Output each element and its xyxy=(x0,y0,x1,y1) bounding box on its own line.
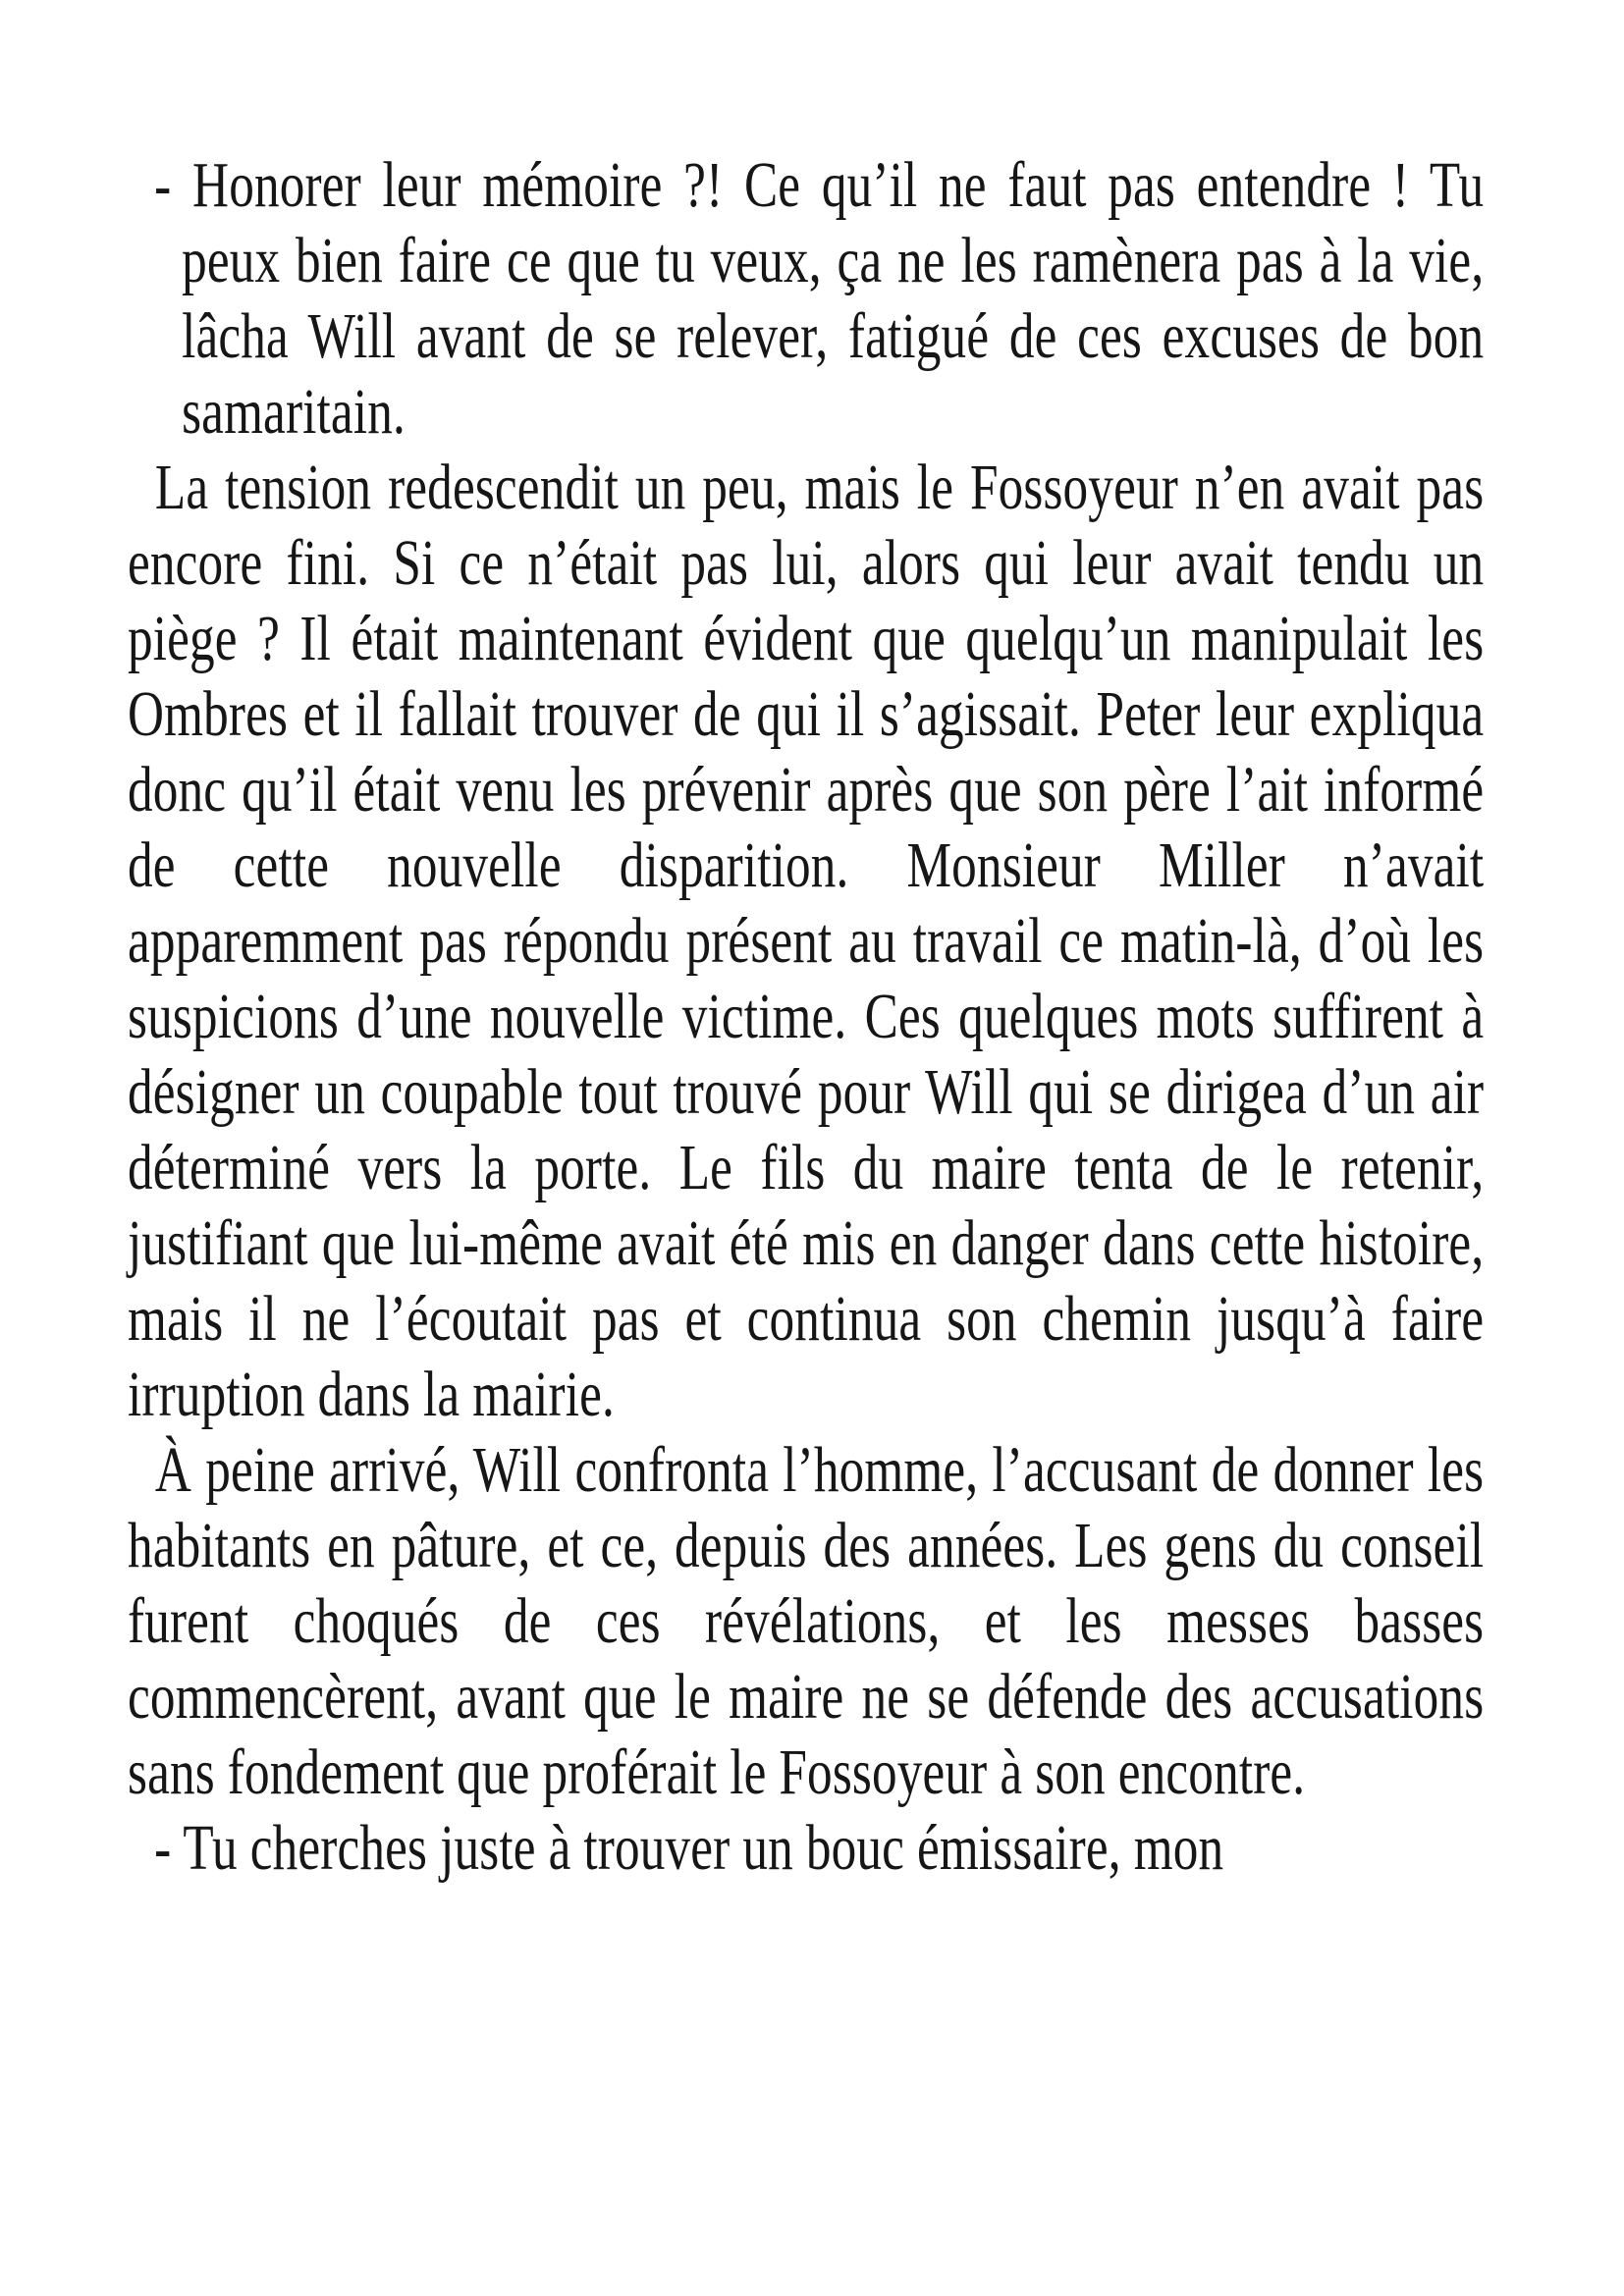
paragraph: La tension redescendit un peu, mais le Fossoyeur n’en avait pas encore fini. Si ce n’était pas lui, alors qui leur avait tendu un piège ? Il était maintenant évident que quelqu’un manipulait les Ombres et il fallait trouver de qui il s’agissait. Peter leur expliqua donc qu’il était venu les prévenir après que son père l’ait informé de cette nouvelle disparition. Monsieur Miller n’avait apparemment pas répondu présent au travail ce matin-là, d’où les suspicions d’une nouvelle victime. Ces quelques mots suffirent à désigner un coupable tout trouvé pour Will qui se dirigea d’un air déterminé vers la porte. Le fils du maire tenta de le retenir, justifiant que lui-même avait été mis en danger dans cette histoire, mais il ne l’écoutait pas et continua son chemin jusqu’à faire irruption dans la mairie. xyxy=(128,452,1485,1430)
page-text xyxy=(128,147,1484,1886)
paragraph: - Honorer leur mémoire ?! Ce qu’il ne faut pas entendre ! Tu peux bien faire ce que tu veux, ça ne les ramènera pas à la vie, lâcha Will avant de se relever, fatigué de ces excuses de bon samaritain. xyxy=(154,149,1485,448)
book-page xyxy=(128,147,1624,1886)
paragraph: - Tu cherches juste à trouver un bouc émissaire, mon xyxy=(154,1812,1224,1884)
paragraph: À peine arrivé, Will confronta l’homme, l’accusant de donner les habitants en pâture, et ce, depuis des années. Les gens du conseil furent choqués de ces révélations, et les messes basses commencèrent, avant que le maire ne se défende des accusations sans fondement que proférait le Fossoyeur à son encontre. xyxy=(128,1434,1485,1808)
